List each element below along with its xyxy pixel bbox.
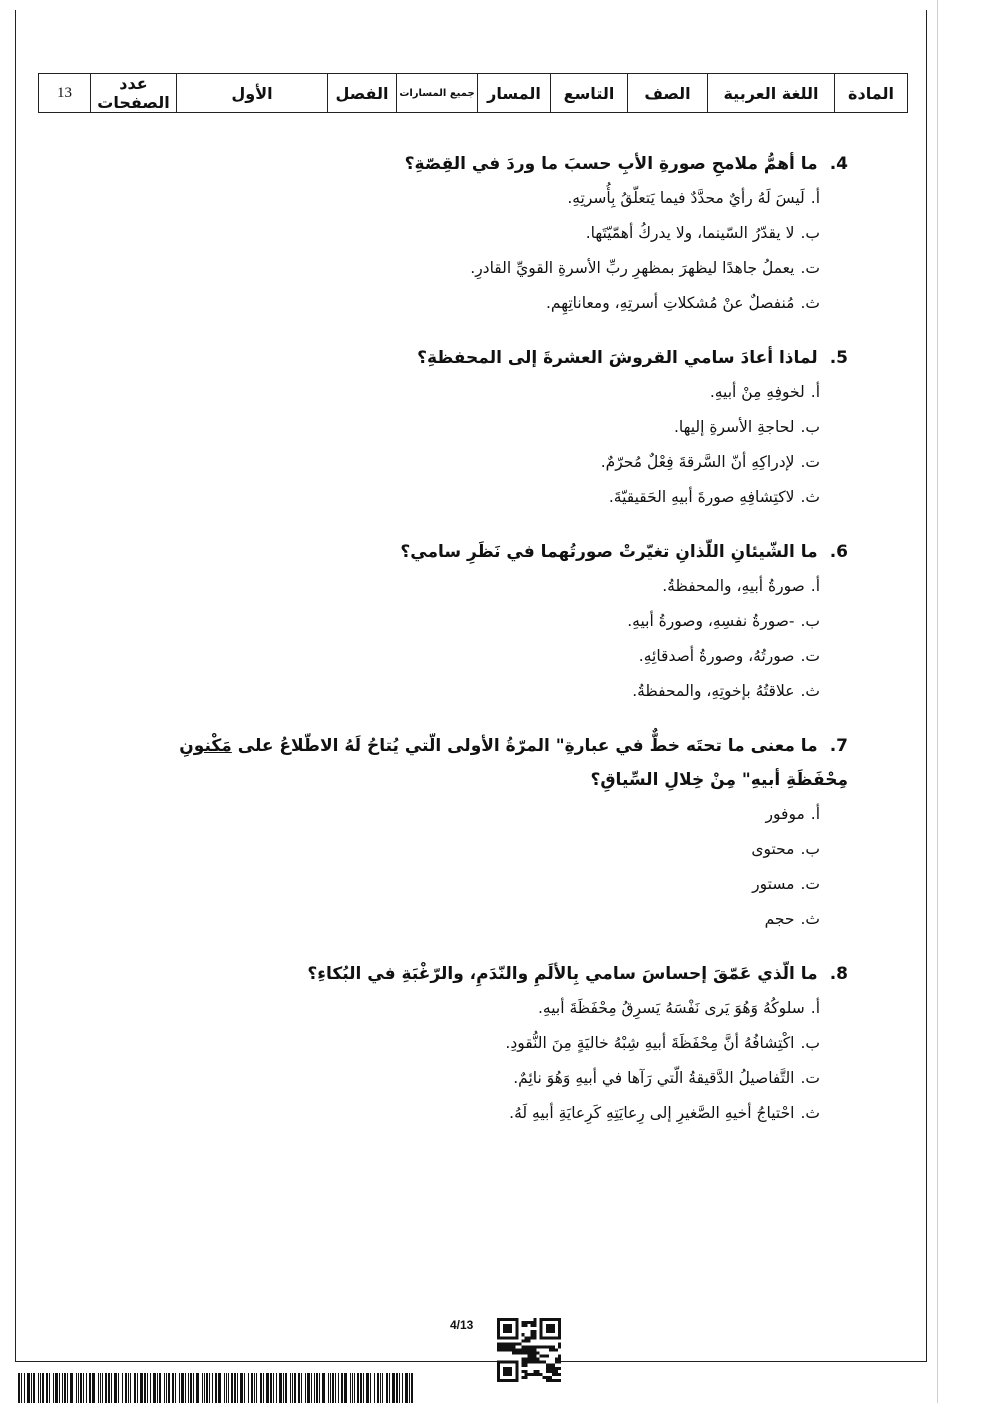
question-number: 6. bbox=[829, 542, 848, 562]
question-number: 8. bbox=[829, 964, 848, 984]
term-label: الفصل bbox=[328, 74, 397, 113]
option-c: ت.صورتُهُ، وصورةُ أصدقائِهِ. bbox=[638, 647, 820, 665]
question-text: لماذا أعادَ سامي القروشَ العشرةَ إلى المحفظةِ؟ bbox=[417, 348, 818, 368]
question-8 bbox=[120, 957, 848, 1131]
question-number: 7. bbox=[829, 736, 848, 756]
grade-value: التاسع bbox=[551, 74, 628, 113]
option-c: ت.يعملُ جاهدًا ليظهرَ بمظهرِ ربِّ الأسرةِ القويِّ القادرِ. bbox=[470, 259, 820, 277]
option-b: ب.لحاجةِ الأسرةِ إليها. bbox=[673, 418, 820, 436]
question-6 bbox=[120, 535, 848, 709]
option-c: ت.لإدراكِهِ أنّ السَّرقةَ فِعْلٌ مُحرّمٌ. bbox=[600, 453, 820, 471]
question-number: 5. bbox=[829, 348, 848, 368]
exam-header-table bbox=[38, 73, 908, 113]
question-4 bbox=[120, 147, 848, 321]
option-c: ت.مستور bbox=[752, 875, 820, 893]
underlined-word: مَكْنونِ bbox=[179, 736, 232, 756]
option-a: أ.موفور bbox=[765, 805, 820, 823]
question-text: ما الشّيئانِ اللّذانِ تغيّرتْ صورتُهما في نَظَرِ سامي؟ bbox=[400, 542, 818, 562]
term-value: الأول bbox=[177, 74, 328, 113]
option-d: ث.مُنفصلٌ عنْ مُشكلاتِ أسرتِهِ، ومعاناتِهِم. bbox=[545, 294, 820, 312]
track-label: المسار bbox=[478, 74, 551, 113]
scan-edge-line bbox=[937, 0, 938, 1403]
grade-label: الصف bbox=[628, 74, 708, 113]
option-d: ث.علاقتُهُ بإخوتِهِ، والمحفظةُ. bbox=[632, 682, 820, 700]
page-number: 4/13 bbox=[450, 1318, 474, 1332]
track-value: جميع المسارات bbox=[397, 74, 478, 113]
barcode-icon bbox=[18, 1373, 418, 1403]
option-a: أ.سلوكُهُ وَهُوَ يَرى نَفْسَهُ يَسرِقُ مِحْفَظَةَ أبيهِ. bbox=[538, 999, 820, 1017]
option-a: أ.لَيسَ لَهُ رأيٌ محدَّدٌ فيما يَتعلّقُ بِأُسرتِهِ. bbox=[567, 189, 820, 207]
option-d: ث.لاكتِشافِهِ صورةَ أبيهِ الحَقيقيّةَ. bbox=[608, 488, 820, 506]
option-b: ب.محتوى bbox=[751, 840, 820, 858]
option-c: ت.التَّفاصيلُ الدَّقيقةُ الّتي رَآها في أبيهِ وَهُوَ نائِمٌ. bbox=[513, 1069, 820, 1087]
question-text: ما الّذي عَمّقَ إحساسَ سامي بِالألَمِ والنّدَمِ، والرّغْبَةِ في البُكاءِ؟ bbox=[307, 964, 818, 984]
option-d: ث.احْتياجُ أخيهِ الصَّغيرِ إلى رِعايَتِهِ كَرِعايَةِ أبيهِ لَهُ. bbox=[509, 1104, 820, 1122]
option-b: ب.لا يقدّرُ السّينما، ولا يدركُ أهمّيّتَها. bbox=[585, 224, 820, 242]
subject-label: المادة bbox=[835, 74, 908, 113]
question-7 bbox=[120, 729, 848, 937]
question-number: 4. bbox=[829, 154, 848, 174]
pages-value: 13 bbox=[39, 74, 91, 113]
option-d: ث.حجم bbox=[764, 910, 820, 928]
subject-value: اللغة العربية bbox=[708, 74, 835, 113]
pages-label: عدد الصفحات bbox=[91, 74, 177, 113]
option-a: أ.لخوفِهِ مِنْ أبيهِ. bbox=[709, 383, 820, 401]
questions-section bbox=[120, 147, 848, 1151]
question-5 bbox=[120, 341, 848, 515]
option-b: ب.اكْتِشافُهُ أنَّ مِحْفَظَةَ أبيهِ شِبْهُ خاليَةٍ مِنَ النُّقودِ. bbox=[505, 1034, 820, 1052]
question-text: ما أهمُّ ملامحِ صورةِ الأبِ حسبَ ما وردَ في القِصّةِ؟ bbox=[404, 154, 818, 174]
option-b: ب.-صورةُ نفسِهِ، وصورةُ أبيهِ. bbox=[627, 612, 820, 630]
qr-code-icon bbox=[497, 1318, 561, 1382]
question-text-end: مِحْفَظَةِ أبيهِ" مِنْ خِلالِ السِّياقِ؟ bbox=[590, 770, 848, 790]
option-a: أ.صورةُ أبيهِ، والمحفظةُ. bbox=[662, 577, 820, 595]
question-text-start: ما معنى ما تحتَه خطٌّ في عبارةِ" المرّةُ الأولى الّتي يُتاحُ لَهُ الاطّلاعُ على bbox=[231, 736, 818, 756]
